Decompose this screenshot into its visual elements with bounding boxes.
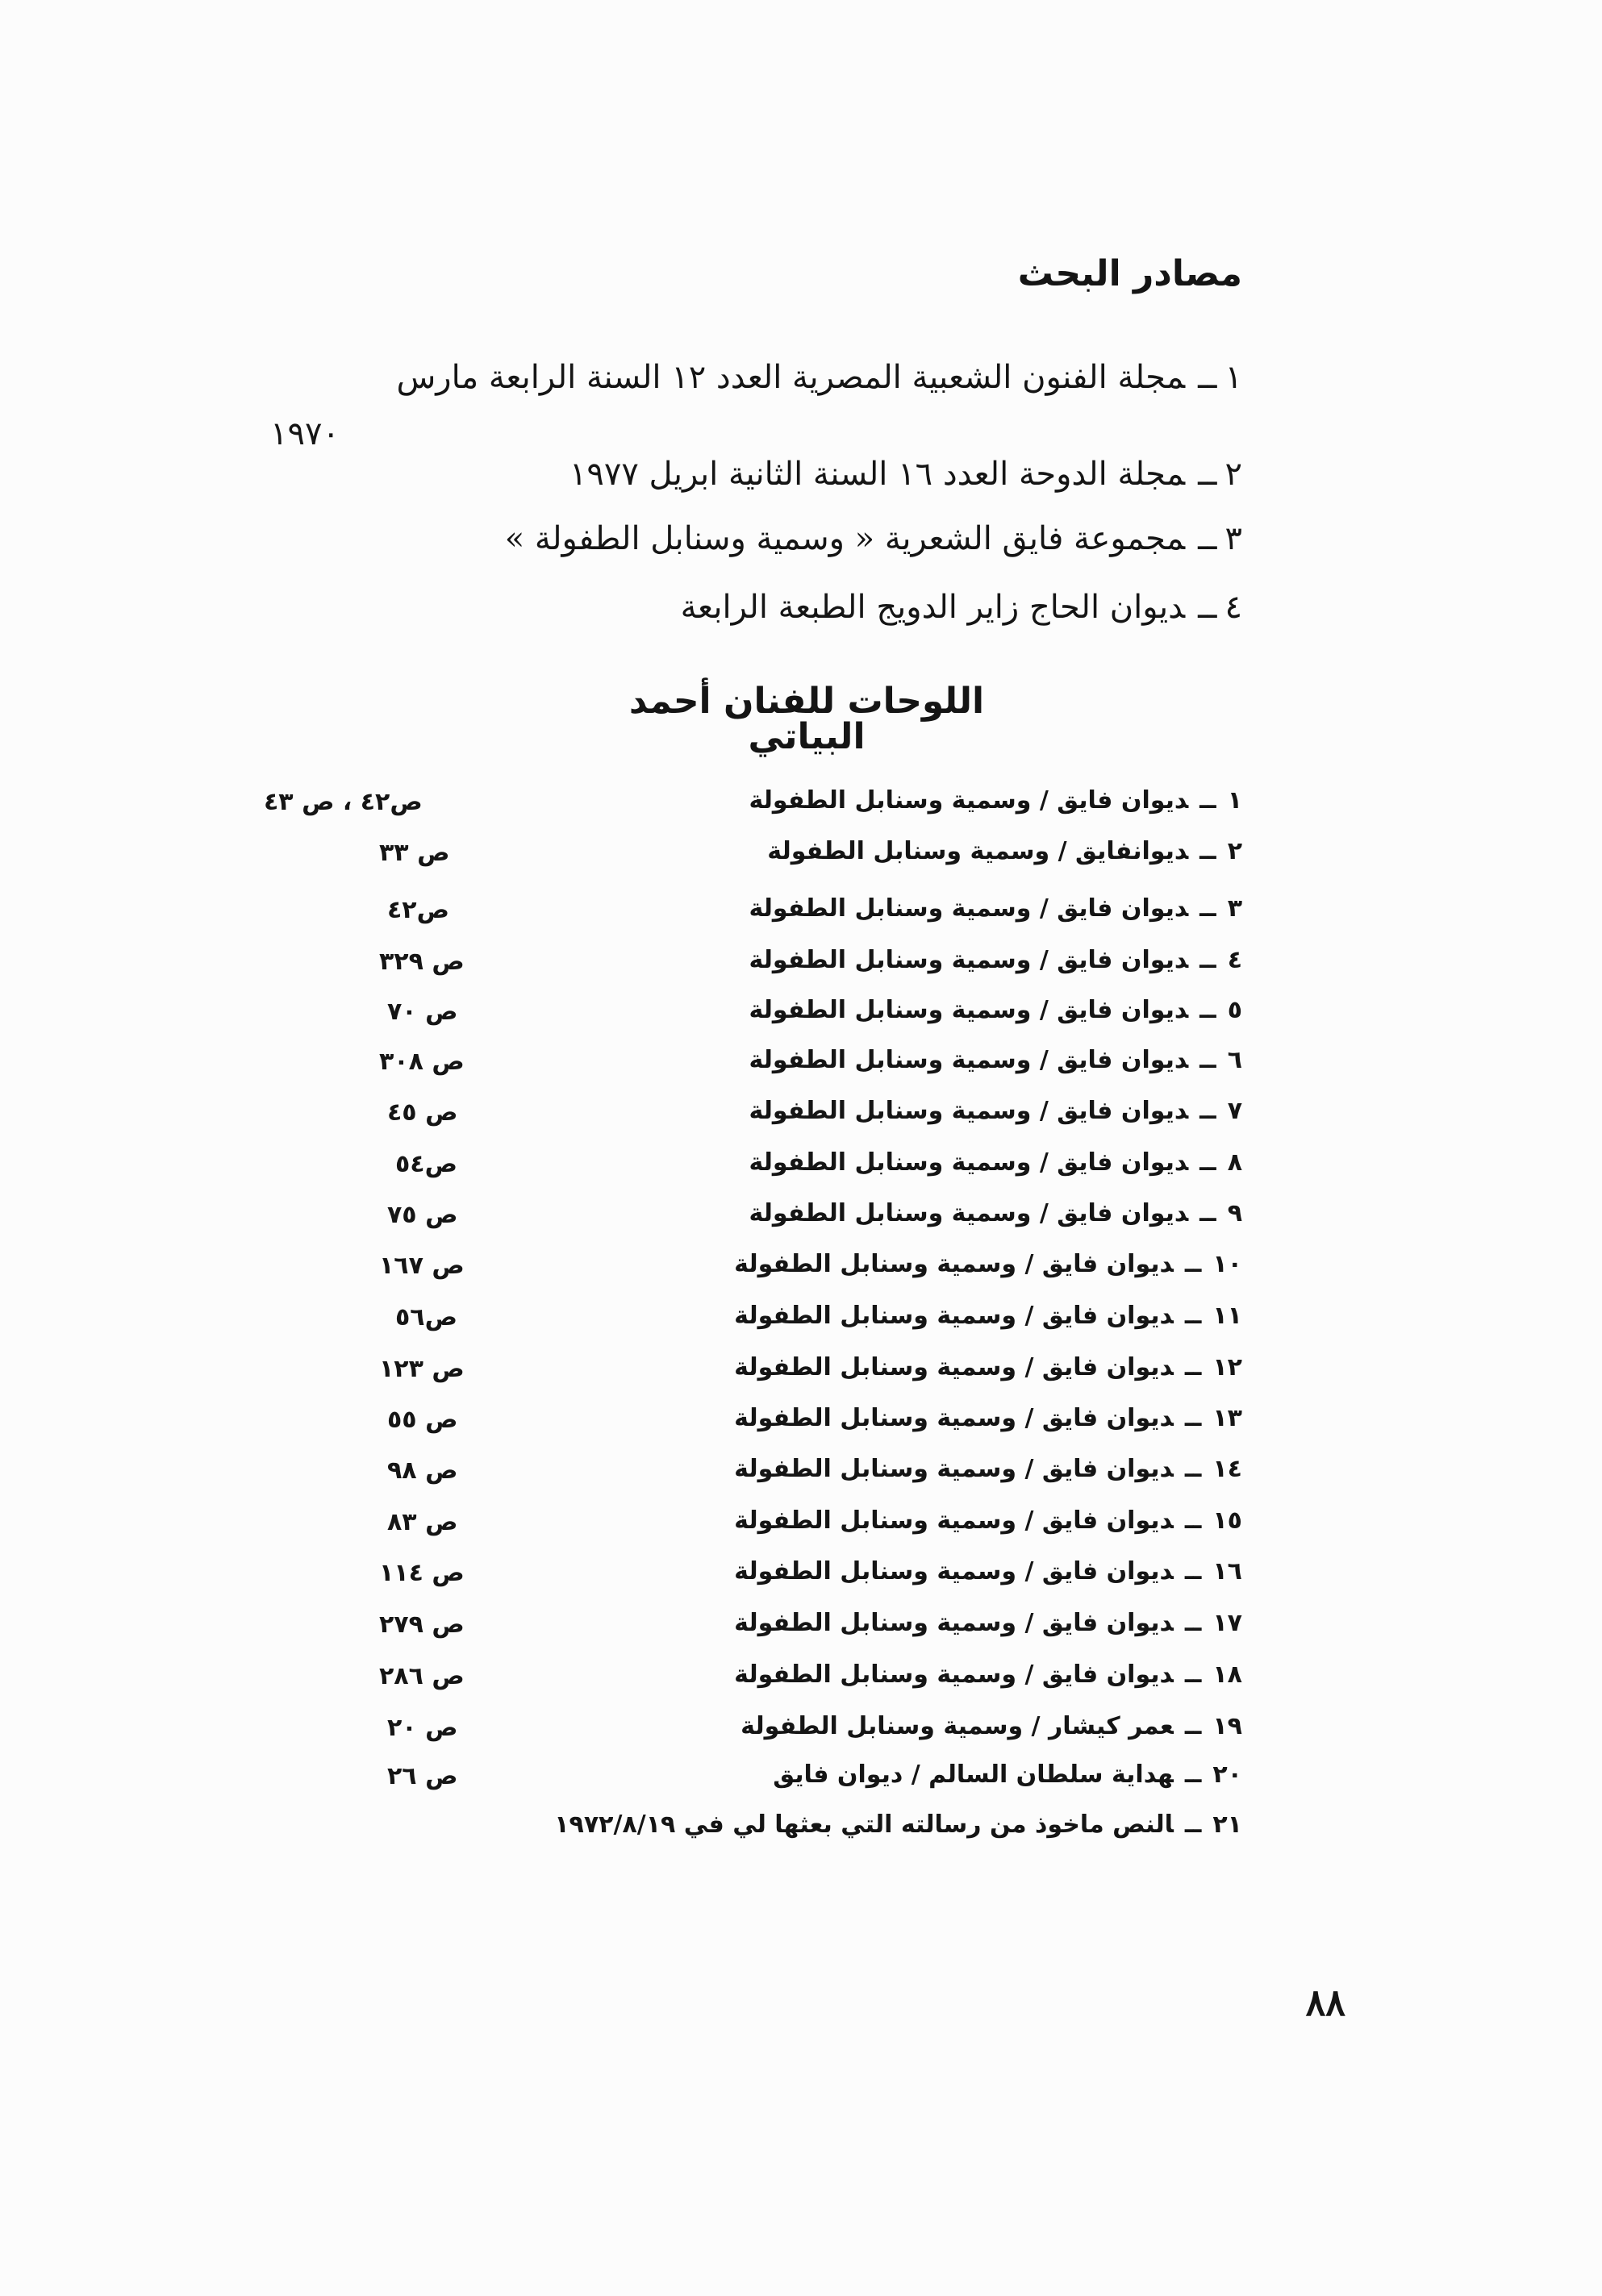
source-item-2 — [569, 456, 1242, 493]
plate-number: ٢٠ — [1212, 1761, 1242, 1789]
plate-dash: ــ — [1184, 1609, 1202, 1637]
source-text: مجلة الفنون الشعبية المصرية العدد ١٢ السنة الرابعة مارس — [396, 359, 1186, 396]
plate-row — [266, 837, 1242, 880]
plate-page-reference: ص ٧٠ — [387, 998, 458, 1026]
source-dash: ــ — [1198, 359, 1217, 396]
plate-text: ديوانفايق / وسمية وسنابل الطفولة — [767, 837, 1189, 865]
plate-description — [734, 1663, 1242, 1687]
plate-row — [266, 1304, 1242, 1344]
source-number: ١ — [1224, 359, 1242, 396]
plate-text: ديوان فايق / وسمية وسنابل الطفولة — [734, 1250, 1174, 1278]
plate-row — [266, 1611, 1242, 1652]
plate-description — [749, 786, 1242, 815]
plate-description — [734, 1506, 1242, 1535]
plate-text: ديوان فايق / وسمية وسنابل الطفولة — [734, 1455, 1174, 1483]
plate-number: ١٩ — [1212, 1712, 1242, 1740]
source-text: ديوان الحاج زاير الدويج الطبعة الرابعة — [680, 589, 1186, 626]
plate-page-reference: ص٥٤ — [395, 1150, 457, 1178]
plate-text: ديوان فايق / وسمية وسنابل الطفولة — [734, 1353, 1174, 1381]
plate-number: ٥ — [1227, 996, 1242, 1024]
plate-row — [266, 1763, 1242, 1803]
plate-description — [734, 1457, 1242, 1481]
plate-number: ١٦ — [1212, 1557, 1242, 1586]
plate-dash: ــ — [1184, 1353, 1202, 1381]
plate-dash: ــ — [1184, 1455, 1202, 1483]
plate-dash: ــ — [1184, 1712, 1202, 1740]
plate-row — [266, 948, 1242, 989]
plate-number: ١ — [1227, 786, 1242, 815]
plate-description — [741, 1712, 1242, 1740]
plate-row — [266, 1663, 1242, 1703]
plate-text: ديوان فايق / وسمية وسنابل الطفولة — [734, 1609, 1174, 1637]
plate-description — [749, 1199, 1242, 1227]
plate-dash: ــ — [1199, 1148, 1216, 1177]
plate-row — [266, 1252, 1242, 1293]
plate-text: ديوان فايق / وسمية وسنابل الطفولة — [749, 894, 1189, 923]
plate-dash: ــ — [1199, 1199, 1216, 1227]
plate-description — [773, 1763, 1242, 1787]
plate-dash: ــ — [1184, 1302, 1202, 1330]
source-item-3 — [504, 520, 1242, 557]
plate-number: ٨ — [1227, 1148, 1242, 1177]
plate-page-reference: ص ١٦٧ — [379, 1252, 465, 1280]
plate-description — [734, 1252, 1242, 1277]
plate-dash: ــ — [1184, 1404, 1202, 1432]
plate-dash: ــ — [1199, 1097, 1216, 1125]
plate-text: ديوان فايق / وسمية وسنابل الطفولة — [749, 1097, 1189, 1125]
plate-text: ديوان فايق / وسمية وسنابل الطفولة — [734, 1557, 1174, 1586]
plate-description — [749, 1148, 1242, 1177]
plate-number: ٢ — [1227, 837, 1242, 865]
source-dash: ــ — [1198, 589, 1217, 626]
plate-page-reference: ص٥٦ — [395, 1303, 457, 1331]
source-text: مجلة الدوحة العدد ١٦ السنة الثانية ابريل ١٩٧٧ — [569, 456, 1186, 493]
plate-number: ١٠ — [1212, 1250, 1242, 1278]
plate-description — [749, 894, 1242, 923]
plate-page-reference: ص ٢٧٩ — [379, 1611, 465, 1639]
plate-page-reference: ص ١١٤ — [379, 1559, 465, 1587]
plate-number: ١١ — [1212, 1302, 1242, 1330]
plate-description — [734, 1406, 1242, 1431]
source-dash: ــ — [1198, 520, 1217, 557]
plate-description — [734, 1304, 1242, 1328]
plate-row — [266, 1813, 1242, 1853]
plate-page-reference: ص ٢٨٦ — [379, 1662, 465, 1690]
plate-row — [266, 998, 1242, 1039]
plate-dash: ــ — [1199, 1046, 1216, 1074]
plate-page-reference: ص٤٢ — [387, 896, 449, 924]
plate-number: ١٧ — [1212, 1609, 1242, 1637]
plate-number: ١٤ — [1212, 1455, 1242, 1483]
plate-text: هداية سلطان السالم / ديوان فايق — [773, 1761, 1174, 1789]
plate-dash: ــ — [1199, 786, 1216, 815]
plate-page-reference: ص٤٢ ، ص ٤٣ — [264, 788, 423, 816]
plate-row — [266, 1557, 1242, 1600]
plate-dash: ــ — [1184, 1661, 1202, 1689]
plate-number: ١٨ — [1212, 1661, 1242, 1689]
plate-page-reference: ص ٩٨ — [387, 1456, 458, 1485]
plate-page-reference: ص ٢٠ — [387, 1714, 458, 1742]
plate-page-reference: ص ٧٥ — [387, 1201, 458, 1229]
source-number: ٤ — [1224, 589, 1242, 626]
plate-description — [734, 1611, 1242, 1636]
plate-description — [734, 1353, 1242, 1381]
page-number: ٨٨ — [1305, 1981, 1345, 2024]
plate-page-reference: ص ٢٦ — [387, 1762, 458, 1790]
plate-text: ديوان فايق / وسمية وسنابل الطفولة — [734, 1661, 1174, 1689]
plate-row — [266, 1048, 1242, 1089]
plate-dash: ــ — [1184, 1761, 1202, 1789]
plate-number: ٢١ — [1212, 1811, 1242, 1839]
plate-dash: ــ — [1199, 996, 1216, 1024]
plate-description — [749, 998, 1242, 1023]
plate-description — [734, 1557, 1242, 1586]
sources-heading: مصادر البحث — [1017, 253, 1242, 294]
source-number: ٣ — [1224, 520, 1242, 557]
plate-page-reference: ص ٣٢٩ — [379, 948, 465, 976]
plate-page-reference: ص ٥٥ — [387, 1406, 458, 1434]
plate-number: ٤ — [1227, 946, 1242, 974]
plate-text: ديوان فايق / وسمية وسنابل الطفولة — [749, 786, 1189, 815]
plate-number: ١٣ — [1212, 1404, 1242, 1432]
plate-dash: ــ — [1199, 894, 1216, 923]
plate-dash: ــ — [1184, 1811, 1202, 1839]
source-item-4 — [680, 589, 1242, 626]
plate-row — [266, 1148, 1242, 1191]
plate-row — [266, 1353, 1242, 1396]
plate-dash: ــ — [1184, 1506, 1202, 1535]
plate-text: ديوان فايق / وسمية وسنابل الطفولة — [734, 1302, 1174, 1330]
source-text: مجموعة فايق الشعرية « وسمية وسنابل الطفولة » — [504, 520, 1186, 557]
plate-number: ٩ — [1227, 1199, 1242, 1227]
plate-row — [266, 1712, 1242, 1755]
plate-description — [554, 1813, 1242, 1837]
plates-heading: اللوحات للفنان أحمد البياتي — [628, 681, 985, 757]
plate-page-reference: ص ٤٥ — [387, 1098, 458, 1127]
plate-number: ٣ — [1227, 894, 1242, 923]
plate-page-reference: ص ٣٣ — [379, 839, 450, 867]
plate-text: ديوان فايق / وسمية وسنابل الطفولة — [749, 1148, 1189, 1177]
plate-description — [749, 1048, 1242, 1073]
plate-page-reference: ص ٨٣ — [387, 1508, 458, 1536]
source-dash: ــ — [1198, 456, 1217, 493]
plate-row — [266, 894, 1242, 937]
plate-row — [264, 786, 1242, 829]
plate-number: ١٥ — [1212, 1506, 1242, 1535]
plate-text: ديوان فايق / وسمية وسنابل الطفولة — [749, 1199, 1189, 1227]
source-number: ٢ — [1224, 456, 1242, 493]
plate-row — [266, 1457, 1242, 1498]
source-item-1-continuation: ١٩٧٠ — [270, 415, 340, 452]
plate-text: ديوان فايق / وسمية وسنابل الطفولة — [734, 1404, 1174, 1432]
plate-text: عمر كيشار / وسمية وسنابل الطفولة — [741, 1712, 1174, 1740]
plate-page-reference: ص ٣٠٨ — [379, 1048, 465, 1076]
plate-number: ٧ — [1227, 1097, 1242, 1125]
plate-description — [767, 837, 1242, 865]
plate-text: ديوان فايق / وسمية وسنابل الطفولة — [734, 1506, 1174, 1535]
plate-row — [266, 1406, 1242, 1447]
plate-text: ديوان فايق / وسمية وسنابل الطفولة — [749, 1046, 1189, 1074]
plate-row — [266, 1506, 1242, 1549]
plate-dash: ــ — [1199, 837, 1216, 865]
plate-text: ديوان فايق / وسمية وسنابل الطفولة — [749, 996, 1189, 1024]
plate-number: ١٢ — [1212, 1353, 1242, 1381]
plate-page-reference: ص ١٢٣ — [379, 1355, 465, 1383]
plate-description — [749, 1099, 1242, 1123]
plate-dash: ــ — [1184, 1557, 1202, 1586]
plate-text: النص ماخوذ من رسالته التي بعثها لي في ١٩٧٢/٨/١٩ — [554, 1811, 1174, 1839]
plate-number: ٦ — [1227, 1046, 1242, 1074]
plate-description — [749, 948, 1242, 973]
plate-text: ديوان فايق / وسمية وسنابل الطفولة — [749, 946, 1189, 974]
plate-row — [266, 1199, 1242, 1242]
plate-row — [266, 1099, 1242, 1140]
source-item-1 — [396, 361, 1242, 394]
plate-dash: ــ — [1199, 946, 1216, 974]
plate-dash: ــ — [1184, 1250, 1202, 1278]
